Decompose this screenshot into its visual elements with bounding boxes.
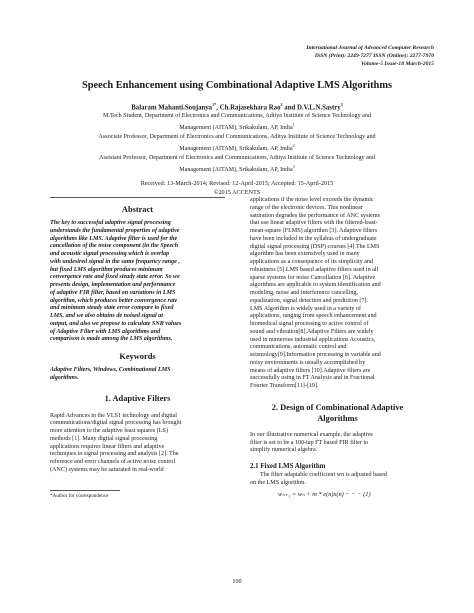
- author-name: D.V.L.N.Sastry: [296, 104, 341, 112]
- author-name: Balaram Mahanti.Soujanya: [131, 104, 213, 112]
- intro-continued-body: applications if the noise level exceeds the dynamic range of the electronic devices. This nonlinear saturation degrades the performance of ANC systems that use linear adaptive filters with the filtered-least- mean-square (FLMS) algorithm [3]. Adaptive filters have been included in the syllabus of undergraduate digital signal processing (DSP) courses [4].The LMS algorithm has been extensively used in many applications as a consequence of its simplicity and robustness [5].LMS based adaptive filters used in all sparse systems for noise Cancellation [6]. Adaptive algorithms are applicable to system identification and modeling, noise and interference cancelling, equalization, signal detection and prediction [7]. LMS Algorithm is widely used in a variety of applications, ranging from speech enhancement and biomedical signal processing to active control of sound and vibration[8].Adaptive Filters are widely used in numerous industrial applications Acoustics, communications, automatic control and seismology[9].Information processing in variable and noisy environments is usually accomplished by means of adaptive filters [10].Adaptive filters are successfully using in FT Analysis and in Fractional Fourier Transform[11]-[19].: [250, 197, 381, 389]
- publication-dates: [0, 180, 474, 197]
- section-2-heading: 2. Design of Combinational Adaptive Algorithms: [271, 402, 404, 423]
- journal-name: International Journal of Advanced Computer Research: [306, 45, 434, 51]
- received-dates: Received: 13-March-2014; Revised: 12-April-2015; Accepted: 15-April-2015: [140, 180, 334, 187]
- section-2-1-body: The filter adaptable coefficient wn is adjusted based on the LMS algorithm.: [250, 472, 387, 486]
- section-1-heading: 1. Adaptive Filters: [104, 393, 171, 403]
- equation-1: wₙ₊₁ = wₙ + m * e(n)x(n) − − − (1): [278, 490, 371, 498]
- author-mark: 2: [280, 102, 283, 107]
- affiliation-line: Associate Professor, Department of Electronics and Communications, Aditya Institute of Science Technology and: [98, 133, 376, 140]
- affiliations: [56, 112, 418, 175]
- right-column: [250, 197, 425, 498]
- left-column: [50, 197, 225, 499]
- abstract-top-rule: [50, 197, 225, 198]
- keywords-body: Adaptive Filters, Windows, Combinational LMS algorithms.: [50, 367, 171, 381]
- footnote: *Author for correspondence: [50, 492, 109, 499]
- paper-title: Speech Enhancement using Combinational Adaptive LMS Algorithms: [81, 80, 393, 91]
- author-connector: and: [282, 104, 297, 112]
- affiliation-line: Management (AITAM), Srikakulam, AP, India$^1$: [179, 121, 295, 131]
- author-name: Ch.Rajasekhara Rao: [219, 104, 281, 112]
- footnote-rule: [50, 490, 120, 491]
- journal-header: [174, 44, 434, 68]
- section-1-body: Rapid Advances in the VLS1 technology and digital communications/digital signal processing has brought more attention to the adaptive least squares (LS) methods [1]. Many digital signal processing applications requires linear filters and adaptive techniques in signal processing and analysis [2]. The reference and error channels of active noise control (ANC) systems may be saturated in real-world: [50, 412, 182, 473]
- affiliation-line: Management (AITAM), Srikakulam, AP, India$^3$: [179, 163, 295, 173]
- keywords-heading: Keywords: [119, 352, 156, 361]
- section-2-body: In our illustrative numerical example, the adaptive filter is set to be a 100-tap FT based FIR filter to simplify numerical algebra.: [250, 431, 374, 454]
- abstract-body: The key to successful adaptive signal processing understands the fundamental properties of adaptive algorithms like LMS. Adaptive filter is used for the cancellation of the noise component (in the Speech and acoustic signal processing which is overlap with undesired signal in the same frequency range , but fixed LMS algorithm produces minimum convergence rate and fixed steady state error. So we presents design, implementation and performance of adaptive FIR filter, based on variations in LMS algorithm, which produces better convergence rate and minimum steady state error compare to fixed LMS, and we also obtains de noised signal at output, and also we propose to calculate SNR values of Adaptive Filter with LMS algorithms and comparison is made among the LMS algorithms.: [50, 220, 182, 343]
- author-list: [0, 102, 474, 111]
- copyright: ©2015 ACCENTS: [213, 188, 261, 196]
- journal-issn: ISSN (Print): 2249-7277 ISSN (Online): 2277-7970: [314, 53, 434, 59]
- affiliation-line: M.Tech Student, Department of Electronics and Communications, Aditya Institute of Science Technology and: [103, 113, 371, 119]
- author-separator: ,: [216, 104, 220, 112]
- abstract-heading: Abstract: [121, 205, 154, 214]
- affiliation-line: Assistant Professor, Department of Electronics and Communications, Aditya Institute of Science Technology and: [99, 154, 375, 161]
- page-number: 100: [232, 578, 242, 585]
- affiliation-line: Management (AITAM), Srikakulam, AP, India$^2$: [179, 142, 295, 152]
- author-mark: 3: [340, 102, 343, 107]
- section-2-1-heading: 2.1 Fixed LMS Algorithm: [250, 463, 326, 470]
- author-mark: 1*: [212, 102, 217, 107]
- journal-volume: Volume-5 Issue-18 March-2015: [360, 61, 434, 67]
